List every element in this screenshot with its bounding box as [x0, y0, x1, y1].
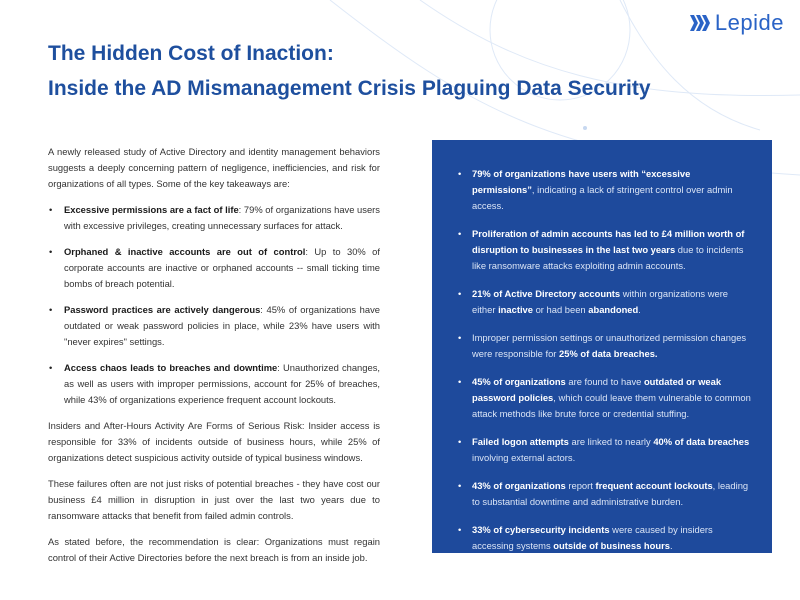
- title-line-2: Inside the AD Mismanagement Crisis Plaguing Data Security: [48, 77, 651, 100]
- stat-item: • Proliferation of admin accounts has led to £4 million worth of disruption to businesses in the last two years due to incidents like ransomware attacks exploiting admin accounts.: [456, 226, 754, 274]
- lepide-logo: [689, 10, 784, 36]
- takeaway-text: : 79% of organizations have users with excessive privileges, creating unnecessary surfaces for attack.: [64, 204, 380, 231]
- page-title: [48, 36, 688, 106]
- intro-paragraph: A newly released study of Active Directory and identity management behaviors suggests a deeply concerning pattern of negligence, inefficiencies, and risk for organizations of all types. Some of the key takeaways are:: [48, 146, 380, 189]
- stat-item: • 43% of organizations report frequent account lockouts, leading to substantial downtime and administrative burden.: [456, 478, 754, 510]
- takeaway-item: [48, 202, 380, 234]
- stat-item: • 45% of organizations are found to have outdated or weak password policies, which could leave them vulnerable to common attack methods like brute force or credential stuffing.: [456, 374, 754, 422]
- takeaway-item: [48, 244, 380, 292]
- brand-name: Lepide: [714, 10, 784, 35]
- title-line-1: The Hidden Cost of Inaction:: [48, 42, 334, 65]
- insiders-paragraph: Insiders and After-Hours Activity Are Forms of Serious Risk: Insider access is responsible for 33% of incidents outside of business hours, while 25% of organizations detect suspicious activity outside of typical business windows.: [48, 420, 380, 463]
- statistics-panel: [432, 140, 772, 553]
- statistics-list: [432, 140, 772, 554]
- stat-item: • Failed logon attempts are linked to nearly 40% of data breaches involving external actors.: [456, 434, 754, 466]
- cost-paragraph: These failures often are not just risks of potential breaches - they have cost our business £4 million in disruption in just over the last two years due to ransomware attacks that benefit from failed admin controls.: [48, 478, 380, 521]
- takeaway-heading: Access chaos leads to breaches and downtime: [64, 362, 278, 373]
- takeaways-list: [48, 202, 380, 408]
- takeaway-text: : Up to 30% of corporate accounts are inactive or orphaned accounts -- small ticking time bombs of breach potential.: [64, 246, 380, 289]
- lepide-logo-icon: [689, 12, 711, 34]
- stat-item: • 21% of Active Directory accounts within organizations were either inactive or had been abandoned.: [456, 286, 754, 318]
- takeaway-heading: Orphaned & inactive accounts are out of control: [64, 246, 306, 257]
- takeaway-heading: Password practices are actively dangerous: [64, 304, 261, 315]
- takeaway-item: [48, 302, 380, 350]
- takeaway-text: : Unauthorized changes, as well as users with improper permissions, account for 25% of breaches, while 43% of organizations experience frequent account lockouts.: [64, 362, 380, 405]
- recommendation-paragraph: As stated before, the recommendation is clear: Organizations must regain control of their Active Directories before the next breach is from an inside job.: [48, 536, 380, 563]
- left-column: [48, 144, 380, 576]
- stat-item: • 79% of organizations have users with “excessive permissions”, indicating a lack of stringent control over admin access.: [456, 166, 754, 214]
- takeaway-heading: Excessive permissions are a fact of life: [64, 204, 239, 215]
- takeaway-text: : 45% of organizations have outdated or weak password policies in place, while 23% have users with "never expires" settings.: [64, 304, 381, 347]
- stat-item: • 33% of cybersecurity incidents were caused by insiders accessing systems outside of business hours.: [456, 522, 754, 554]
- takeaway-item: [48, 360, 380, 408]
- stat-item: • Improper permission settings or unauthorized permission changes were responsible for 25% of data breaches.: [456, 330, 754, 362]
